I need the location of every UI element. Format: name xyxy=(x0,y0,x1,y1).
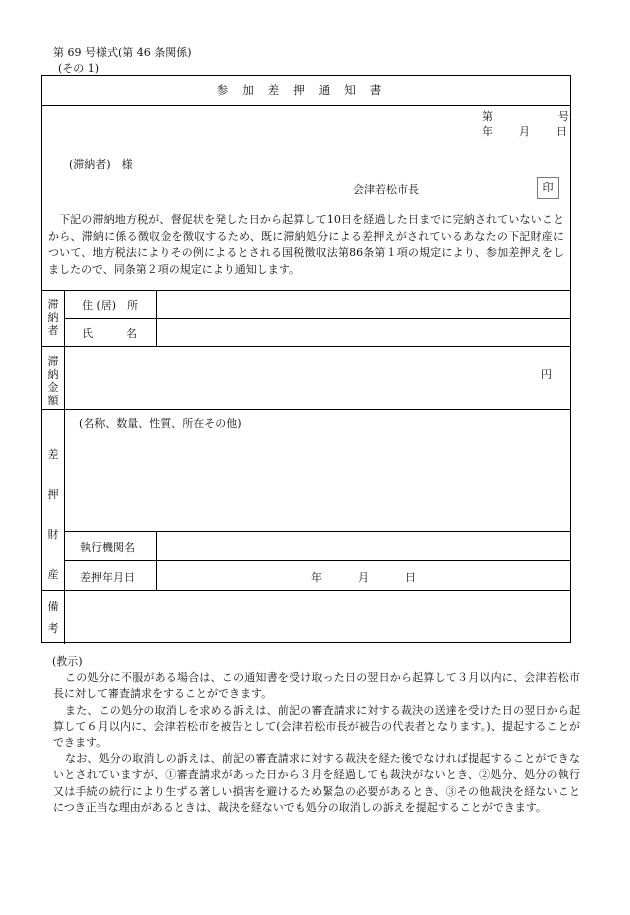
addressee: (滞納者) 様 xyxy=(69,158,133,171)
number-dai-label: 第 xyxy=(482,110,493,123)
name-label: 氏 名 xyxy=(82,327,137,340)
field-column-divider xyxy=(156,290,157,346)
seal-stamp: 印 xyxy=(537,177,559,199)
date-day-label: 日 xyxy=(556,125,567,138)
executing-agency-label: 執行機関名 xyxy=(80,541,135,554)
section-divider xyxy=(42,409,570,410)
form-title: 参加差押通知書 xyxy=(216,83,396,97)
number-go-label: 号 xyxy=(558,110,569,123)
remarks-label: 備考 xyxy=(47,600,59,635)
field-column-divider xyxy=(156,531,157,590)
yen-label: 円 xyxy=(541,368,552,381)
seizure-year-label: 年 xyxy=(311,571,322,584)
seizure-month-label: 月 xyxy=(358,571,369,584)
form-sub-number: (その 1) xyxy=(58,62,100,75)
instructions-paragraph-2: また、この処分の取消しを求める訴えは、前記の審査請求に対する裁決の送達を受けた日の翌日から起算して６月以内に、会津若松市を被告として(会津若松市長が被告の代表者となります。)、提起することができます。 xyxy=(53,703,580,750)
taino-kingaku-label: 滞納金額 xyxy=(47,355,59,407)
date-year-label: 年 xyxy=(482,125,493,138)
property-description-hint: (名称、数量、性質、所在その他) xyxy=(79,417,242,430)
row-divider xyxy=(64,560,570,561)
address-label: 住 (居) 所 xyxy=(82,299,139,312)
row-divider xyxy=(64,531,570,532)
seizure-date-label: 差押年月日 xyxy=(80,571,135,584)
section-divider xyxy=(42,590,570,591)
title-divider xyxy=(42,105,570,106)
label-column-divider xyxy=(64,290,65,644)
instructions-heading: (教示) xyxy=(52,655,83,668)
date-month-label: 月 xyxy=(519,125,530,138)
instructions xyxy=(53,654,580,816)
instructions-paragraph-3: なお、処分の取消しの訴えは、前記の審査請求に対する裁決を経た後でなければ提起することができないとされていますが、①審査請求があった日から３月を経過しても裁決がないとき、②処分、処分の執行又は手続の続行により生ずる著しい損害を避けるため緊急の必要があるとき、③その他裁決を経ないことにつき正当な理由があるときは、裁決を経ないでも処分の取消しの訴えを提起することができます。 xyxy=(53,752,580,814)
taino-sha-label: 滞納者 xyxy=(47,298,59,337)
seizure-day-label: 日 xyxy=(405,571,416,584)
instructions-paragraph-1: この処分に不服がある場合は、この通知書を受け取った日の翌日から起算して３月以内に、会津若松市長に対して審査請求をすることができます。 xyxy=(53,671,580,701)
section-divider xyxy=(42,290,570,291)
notice-body: 下記の滞納地方税が、督促状を発した日から起算して10日を経過した日までに完納されていないことから、滞納に係る徴収金を徴収するため、既に滞納処分による差押えがされているあなたの下記財産について、地方税法によりその例によるとされる国税徴収法第86条第１項の規定により、参加差押えをしましたので、同条第２項の規定により通知します。 xyxy=(48,213,564,276)
notice-form xyxy=(41,75,571,643)
issuer-name: 会津若松市長 xyxy=(353,183,419,196)
section-divider xyxy=(42,346,570,347)
form-number: 第 69 号様式(第 46 条関係) xyxy=(53,46,192,59)
row-divider xyxy=(64,318,570,319)
sashiosae-zaisan-label: 差押財産 xyxy=(47,448,59,581)
